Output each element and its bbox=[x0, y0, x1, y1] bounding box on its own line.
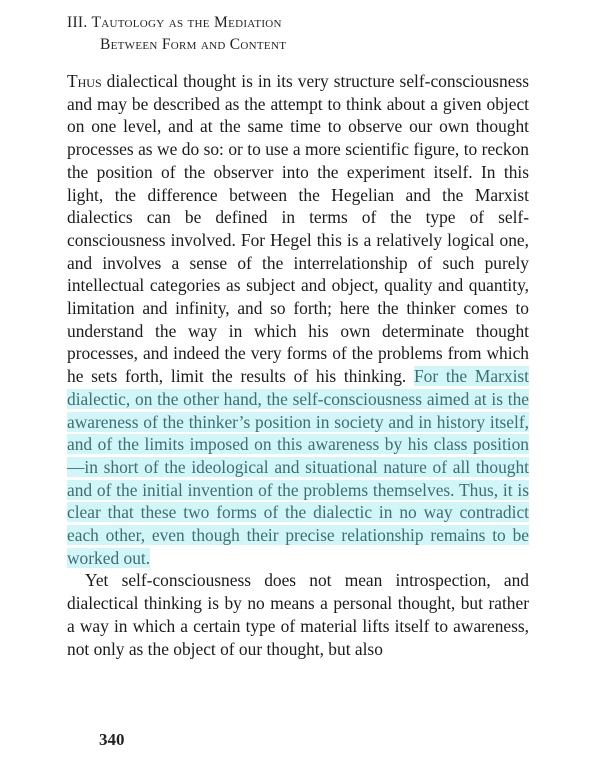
page-number: 340 bbox=[99, 730, 125, 749]
paragraph-1 bbox=[67, 70, 529, 569]
highlighted-passage[interactable]: For the Marxist dialectic, on the other hand, the self-consciousness aimed at is the awareness of the thinker’s position in society and in history itself, and of the limits imposed on this awareness by his class position—in short of the ideological and situational nature of all thought and of the initial invention of the problems themselves. Thus, it is clear that these two forms of the dialectic in no way contradict each other, even though their precise relationship remains to be worked out. bbox=[67, 366, 530, 568]
paragraph-2: Yet self-consciousness does not mean introspection, and dialectical thinking is by no means a personal thought, but rather a way in which a certain type of material lifts itself to awareness, not only as the object of our thought, but also bbox=[67, 570, 529, 659]
book-page bbox=[67, 12, 529, 660]
section-heading-line-1: III. Tautology as the Mediation bbox=[67, 14, 282, 31]
section-heading-line-2: Between Form and Content bbox=[100, 36, 287, 53]
body-text bbox=[67, 70, 529, 660]
section-heading bbox=[67, 12, 529, 56]
paragraph-lead-word: Thus bbox=[67, 71, 102, 91]
paragraph-1-text: dialectical thought is in its very structure self-consciousness and may be described as the attempt to think about a given object on one level, and at the same time to observe our own thought processes as we do so: or to use a more scientific figure, to reckon the position of the observer into the experiment itself. In this light, the difference between the Hegelian and the Marxist dialectics can be defined in terms of the type of self-consciousness involved. For Hegel this is a relatively logical one, and involves a sense of the interrelationship of such purely intellectual categories as subject and object, quality and quantity, limitation and infinity, and so forth; here the thinker comes to understand the way in which his own determinate thought processes, and indeed the very forms of the problems from which he sets forth, limit the results of his thinking. bbox=[67, 71, 529, 387]
